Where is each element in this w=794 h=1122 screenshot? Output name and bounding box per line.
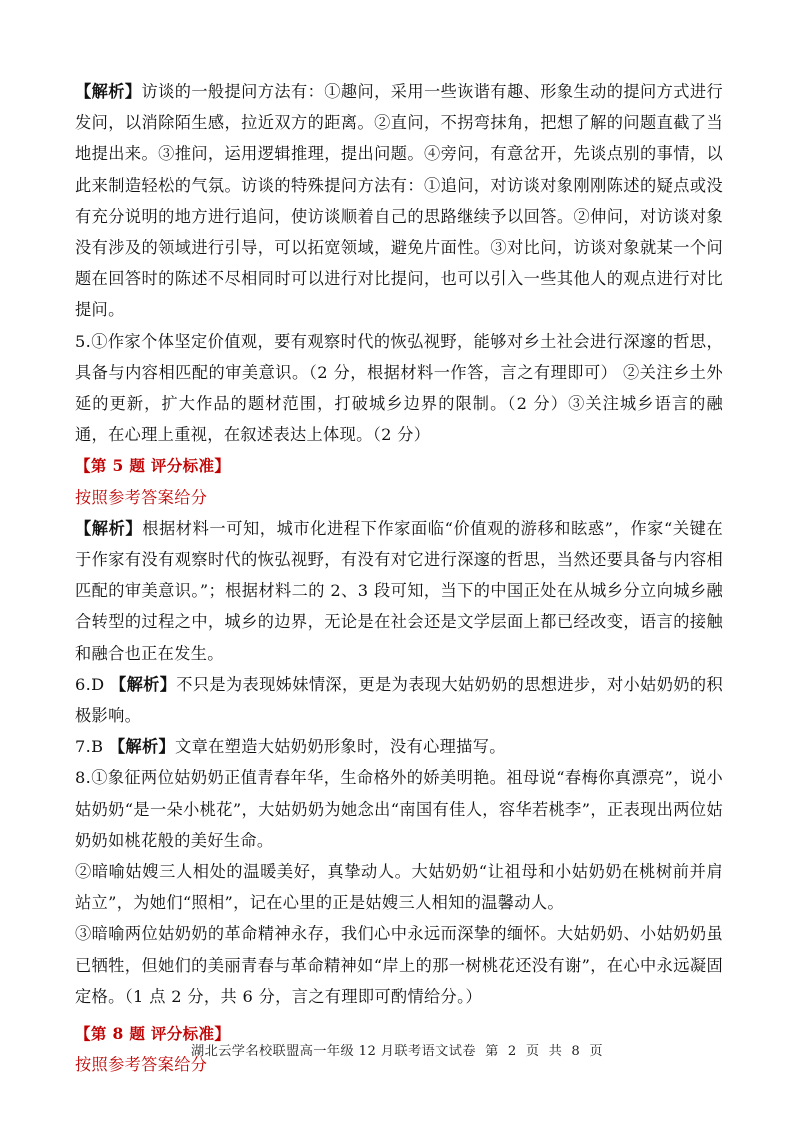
analysis-q5 bbox=[75, 513, 723, 669]
analysis-text: 不只是为表现姊妹情深，更是为表现大姑奶奶的思想进步，对小姑奶奶的积极影响。 bbox=[75, 674, 723, 726]
answer-number: 6.D bbox=[75, 674, 110, 694]
analysis-label: 【解析】 bbox=[110, 674, 177, 694]
analysis-text: 访谈的一般提问方法有：①趣问，采用一些诙谐有趣、形象生动的提问方式进行发问，以消除陌生感，拉近双方的距离。②直问，不拐弯抹角，把想了解的问题直截了当地提出来。③推问，运用逻辑推理，提出问题。④旁问，有意岔开，先谈点别的事情，以此来制造轻松的气氛。访谈的特殊提问方法有：①追问，对访谈对象刚刚陈述的疑点或没有充分说明的地方进行追问，使访谈顺着自己的思路继续予以回答。②伸问，对访谈对象没有涉及的领域进行引导，可以拓宽领域，避免片面性。③对比问，访谈对象就某一个问题在回答时的陈述不尽相同时可以进行对比提问，也可以引入一些其他人的观点进行对比提问。 bbox=[75, 82, 723, 320]
scoring-body-q8: 按照参考答案给分 bbox=[75, 1055, 208, 1075]
footer-text: 湖北云学名校联盟高一年级 12 月联考语文试卷 第 2 页 共 8 页 bbox=[191, 1044, 603, 1059]
scoring-heading-q5: 【第 5 题 评分标准】 bbox=[75, 456, 231, 476]
analysis-label: 【解析】 bbox=[75, 518, 143, 538]
analysis-text: 文章在塑造大姑奶奶形象时，没有心理描写。 bbox=[175, 737, 506, 757]
analysis-text: 根据材料一可知，城市化进程下作家面临“价值观的游移和眩惑”，作家“关键在于作家有没有观察时代的恢弘视野，有没有对它进行深邃的哲思，当然还要具备与内容相匹配的审美意识。”；根据材料二的 2、3 段可知，当下的中国正处在从城乡分立向城乡融合转型的过程之中，城乡的边界，无论是在社会还是文学层面上都已经改变，语言的接触和融合也正在发生。 bbox=[75, 518, 723, 663]
answer-q8-point3: ③暗喻两位姑奶奶的革命精神永存，我们心中永远而深挚的缅怀。大姑奶奶、小姑奶奶虽已牺牲，但她们的美丽青春与革命精神如“岸上的那一树桃花还没有谢”，在心中永远凝固定格。（1 点 2 分，共 6 分，言之有理即可酌情给分。） bbox=[75, 924, 723, 1006]
answer-number: 7.B bbox=[75, 737, 109, 757]
analysis-label: 【解析】 bbox=[108, 737, 176, 757]
page-footer bbox=[0, 1040, 794, 1059]
answer-q8-point2: ②暗喻姑嫂三人相处的温暖美好，真挚动人。大姑奶奶“让祖母和小姑奶奶在桃树前并肩站立”，为她们“照相”，记在心里的正是姑嫂三人相知的温馨动人。 bbox=[75, 862, 723, 913]
answer-q8-point1: 8.①象征两位姑奶奶正值青春年华，生命格外的娇美明艳。祖母说“春梅你真漂亮”，说小姑奶奶“是一朵小桃花”，大姑奶奶为她念出“南国有佳人，容华若桃李”，正表现出两位姑奶奶如桃花般的美好生命。 bbox=[75, 768, 723, 850]
answer-q7 bbox=[75, 731, 723, 762]
scoring-heading-q8: 【第 8 题 评分标准】 bbox=[75, 1024, 231, 1044]
answer-q6 bbox=[75, 669, 723, 731]
answer-q5: 5.①作家个体坚定价值观，要有观察时代的恢弘视野，能够对乡土社会进行深邃的哲思，具备与内容相匹配的审美意识。（2 分，根据材料一作答，言之有理即可） ②关注乡土外延的更新，扩大作品的题材范围，打破城乡边界的限制。（2 分）③关注城乡语言的融通，在心理上重视，在叙述表达上体现。（2 分） bbox=[75, 331, 723, 445]
scoring-body-q5: 按照参考答案给分 bbox=[75, 487, 208, 507]
page-body bbox=[75, 76, 723, 1081]
analysis-label: 【解析】 bbox=[75, 82, 142, 101]
analysis-q4 bbox=[75, 76, 723, 326]
